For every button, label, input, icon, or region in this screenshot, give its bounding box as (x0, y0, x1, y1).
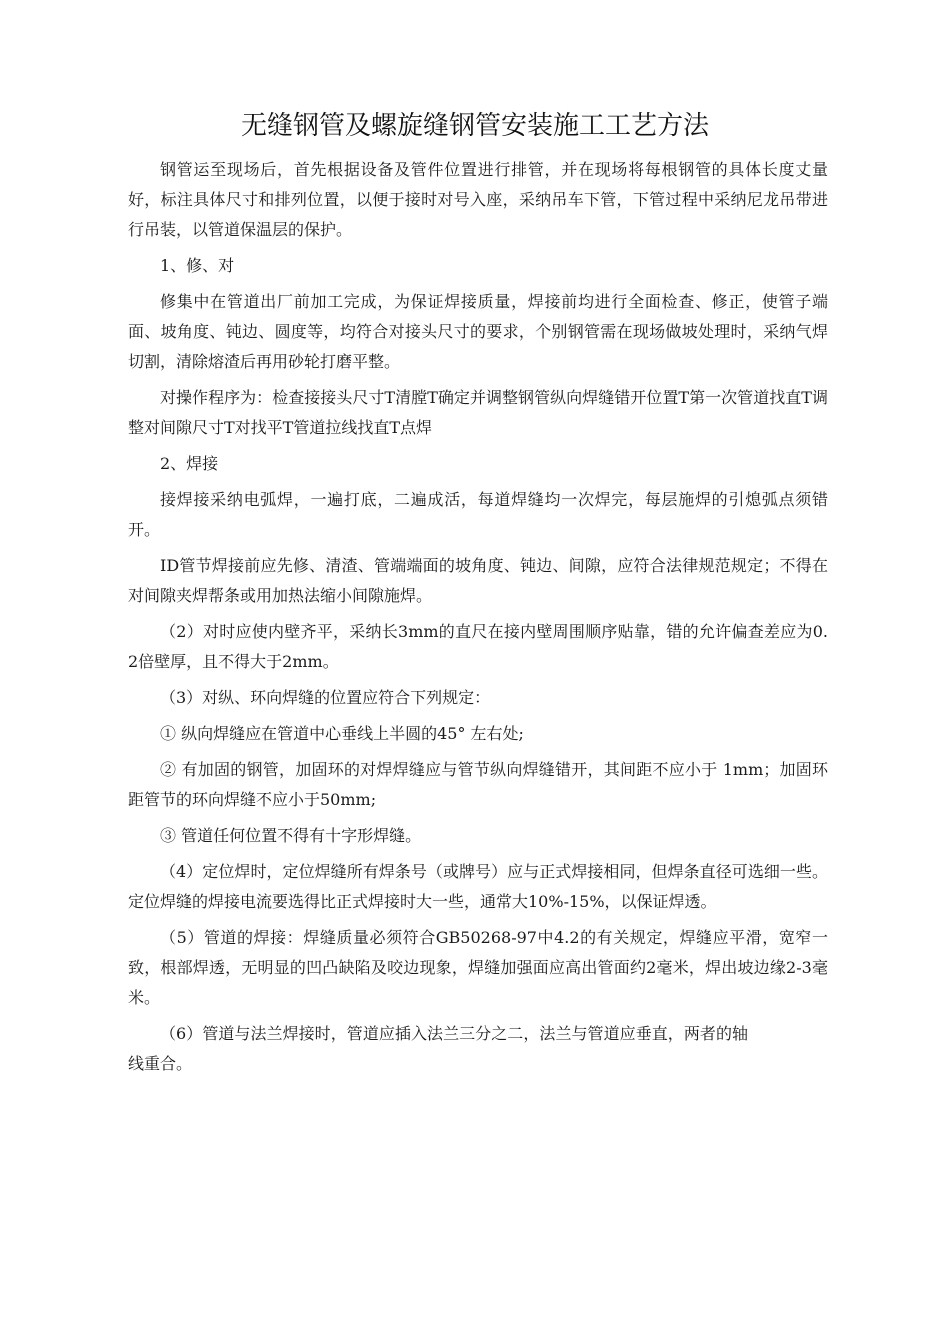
paragraph-item-4: （4）定位焊时，定位焊缝所有焊条号（或牌号）应与正式焊接相同，但焊条直径可选细一些。定位焊缝的焊接电流要选得比正式焊接时大一些，通常大10%-15%，以保证焊透。 (128, 862, 828, 911)
paragraph-item-3-c: ③ 管道任何位置不得有十字形焊缝。 (160, 826, 422, 845)
paragraph-item-1: ID管节焊接前应先修、清渣、管端端面的坡角度、钝边、间隙，应符合法律规范规定；不得在对间隙夹焊帮条或用加热法缩小间隙施焊。 (128, 556, 828, 605)
section-heading-fit: 1、修、对 (160, 256, 235, 275)
section-heading-welding: 2、焊接 (160, 454, 219, 473)
paragraph-item-3: （3）对纵、环向焊缝的位置应符合下列规定： (160, 688, 491, 707)
paragraph-welding-method: 接焊接采纳电弧焊，一遍打底，二遍成活，每道焊缝均一次焊完，每层施焊的引熄弧点须错开。 (128, 490, 828, 539)
paragraph-fit-procedure: 对操作程序为：检查接接头尺寸T清膛T确定并调整钢管纵向焊缝错开位置T第一次管道找直T调整对间隙尺寸T对找平T管道拉线找直T点焊 (128, 388, 828, 437)
paragraph-item-2: （2）对时应使内壁齐平，采纳长3mm的直尺在接内壁周围顺序贴靠，错的允许偏查差应为0.2倍壁厚，且不得大于2mm。 (128, 622, 828, 671)
paragraph-item-5: （5）管道的焊接：焊缝质量必须符合GB50268-97中4.2的有关规定，焊缝应平滑，宽窄一致，根部焊透，无明显的凹凸缺陷及咬边现象，焊缝加强面应高出管面约2毫米，焊出坡边缘2-3毫米。 (128, 928, 828, 1007)
document-body (128, 155, 828, 1085)
paragraph-item-3-a: ① 纵向焊缝应在管道中心垂线上半圆的45° 左右处; (160, 724, 524, 743)
paragraph-item-6: （6）管道与法兰焊接时，管道应插入法兰三分之二，法兰与管道应垂直，两者的轴线重合。 (128, 1024, 748, 1073)
paragraph-fit-prep: 修集中在管道出厂前加工完成，为保证焊接质量，焊接前均进行全面检查、修正，使管子端面、坡角度、钝边、圆度等，均符合对接头尺寸的要求，个别钢管需在现场做坡处理时，采纳气焊切割，清除熔渣后再用砂轮打磨平整。 (128, 292, 828, 371)
paragraph-intro: 钢管运至现场后，首先根据设备及管件位置进行排管，并在现场将每根钢管的具体长度丈量好，标注具体尺寸和排列位置，以便于接时对号入座，采纳吊车下管，下管过程中采纳尼龙吊带进行吊装，以管道保温层的保护。 (128, 160, 828, 239)
paragraph-item-3-b: ② 有加固的钢管，加固环的对焊焊缝应与管节纵向焊缝错开，其间距不应小于 1mm；加固环距管节的环向焊缝不应小于50mm; (128, 760, 828, 809)
document-title: 无缝钢管及螺旋缝钢管安装施工工艺方法 (240, 111, 709, 141)
